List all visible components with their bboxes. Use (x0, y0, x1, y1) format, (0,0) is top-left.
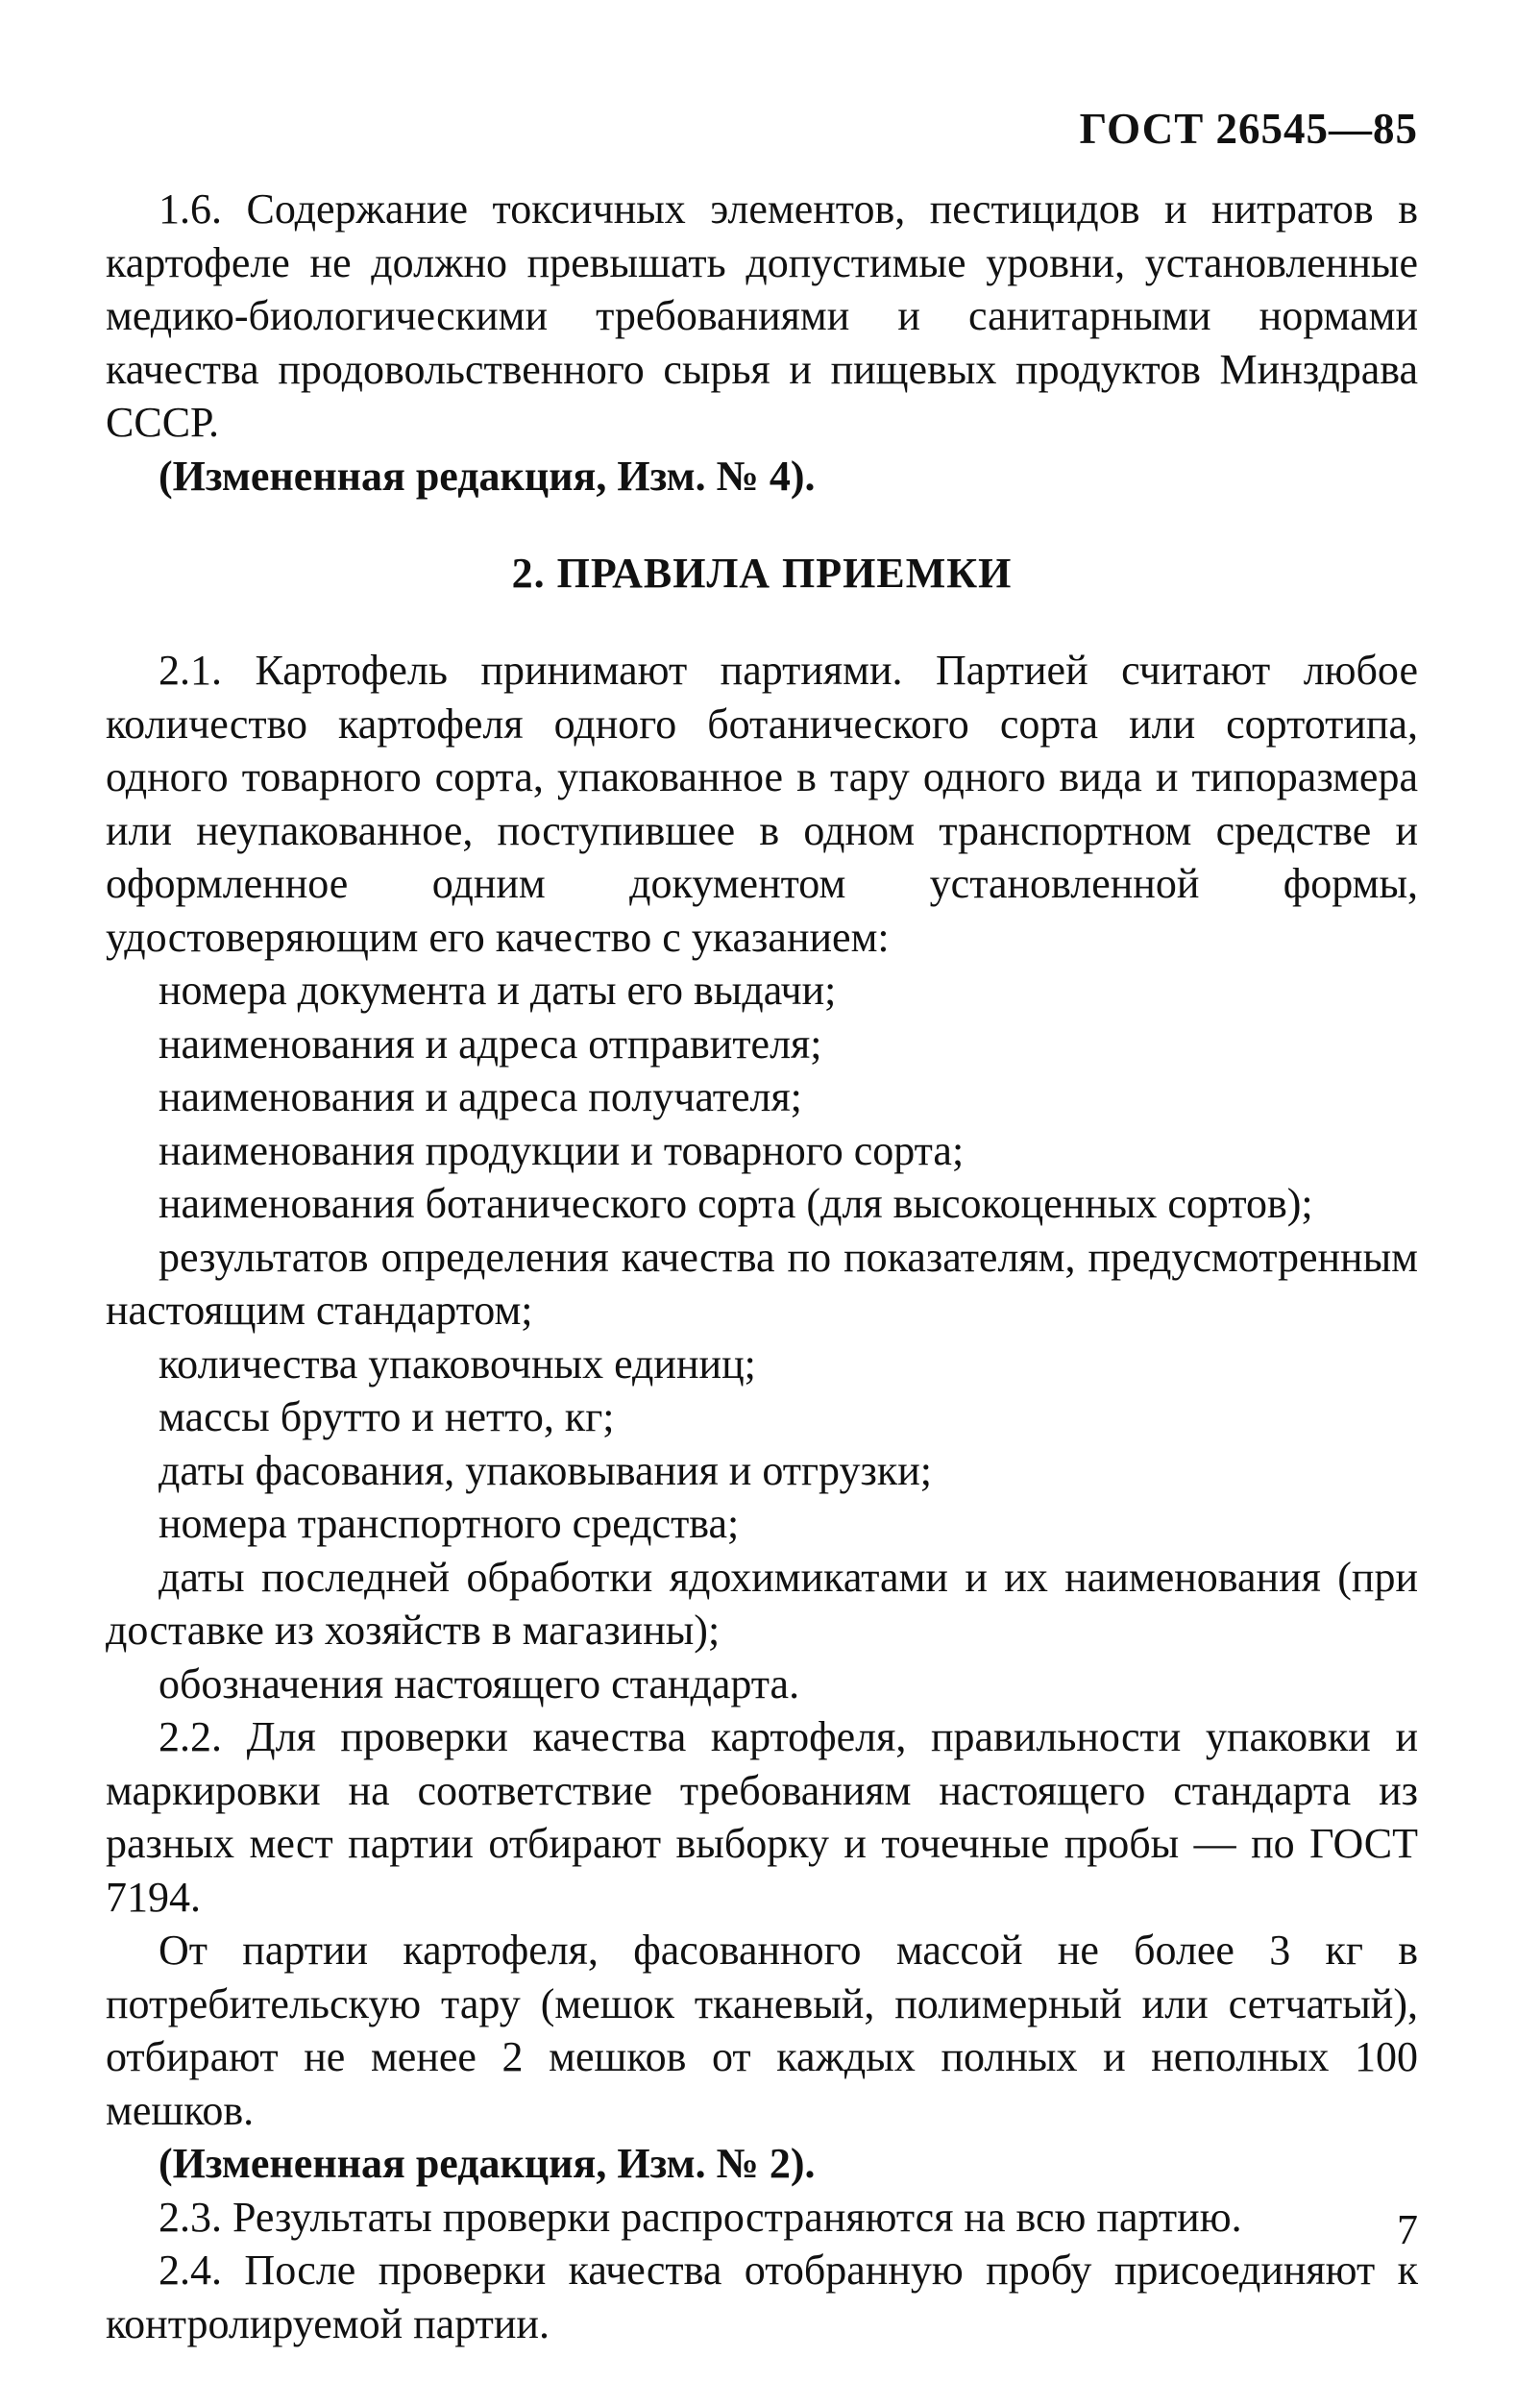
list-item: даты последней обработки ядохимикатами и их наименования (при доставке из хозяйств в магазины); (106, 1553, 1418, 1654)
list-item: номера документа и даты его выдачи; (159, 967, 837, 1014)
section-heading: 2. ПРАВИЛА ПРИЕМКИ (511, 550, 1013, 597)
paragraph-2-4: 2.4. После проверки качества отобранную пробу присоединяют к контролируемой партии. (106, 2247, 1418, 2347)
document-body (106, 183, 1418, 2350)
list-item: наименования и адреса получателя; (159, 1073, 802, 1120)
standard-header: ГОСТ 26545—85 (1079, 105, 1418, 153)
list-item: наименования ботанического сорта (для высокоценных сортов); (159, 1180, 1313, 1227)
paragraph-2-2-continued: От партии картофеля, фасованного массой не более 3 кг в потребительскую тару (мешок тканевый, полимерный или сетчатый), отбирают не менее 2 мешков от каждых полных и неполных 100 мешков. (106, 1927, 1418, 2134)
paragraph-2-3: 2.3. Результаты проверки распространяются на всю партию. (159, 2193, 1242, 2241)
list-item: обозначения настоящего стандарта. (159, 1659, 800, 1707)
list-item: количества упаковочных единиц; (159, 1339, 756, 1387)
list-item: наименования продукции и товарного сорта; (159, 1126, 965, 1174)
paragraph-1-6: 1.6. Содержание токсичных элементов, пестицидов и нитратов в картофеле не должно превышать допустимые уровни, установленные медико-биологическими требованиями и санитарными нормами качества продовольственного сырья и пищевых продуктов Минздрава СССР. (106, 185, 1418, 446)
amendment-note-1-6: (Измененная редакция, Изм. № 4). (159, 452, 816, 500)
list-item: даты фасования, упаковывания и отгрузки; (159, 1446, 932, 1494)
list-item: массы брутто и нетто, кг; (159, 1393, 615, 1440)
list-item: результатов определения качества по показателям, предусмотренным настоящим стандартом; (106, 1233, 1418, 1334)
list-item: номера транспортного средства; (159, 1500, 740, 1547)
list-item: наименования и адреса отправителя; (159, 1019, 822, 1068)
paragraph-2-1: 2.1. Картофель принимают партиями. Партией считают любое количество картофеля одного ботанического сорта или сортотипа, одного товарного сорта, упакованное в тару одного вида и типоразмера или неупакованное, поступившее в одном транспортном средстве и оформленное одним документом установленной формы, удостоверяющим его качество с указанием: (106, 647, 1418, 961)
page-number: 7 (1397, 2206, 1418, 2253)
paragraph-2-2: 2.2. Для проверки качества картофеля, правильности упаковки и маркировки на соответствие требованиям настоящего стандарта из разных мест партии отбирают выборку и точечные пробы — по ГОСТ 7194. (106, 1713, 1418, 1921)
amendment-note-2-2: (Измененная редакция, Изм. № 2). (159, 2140, 816, 2187)
